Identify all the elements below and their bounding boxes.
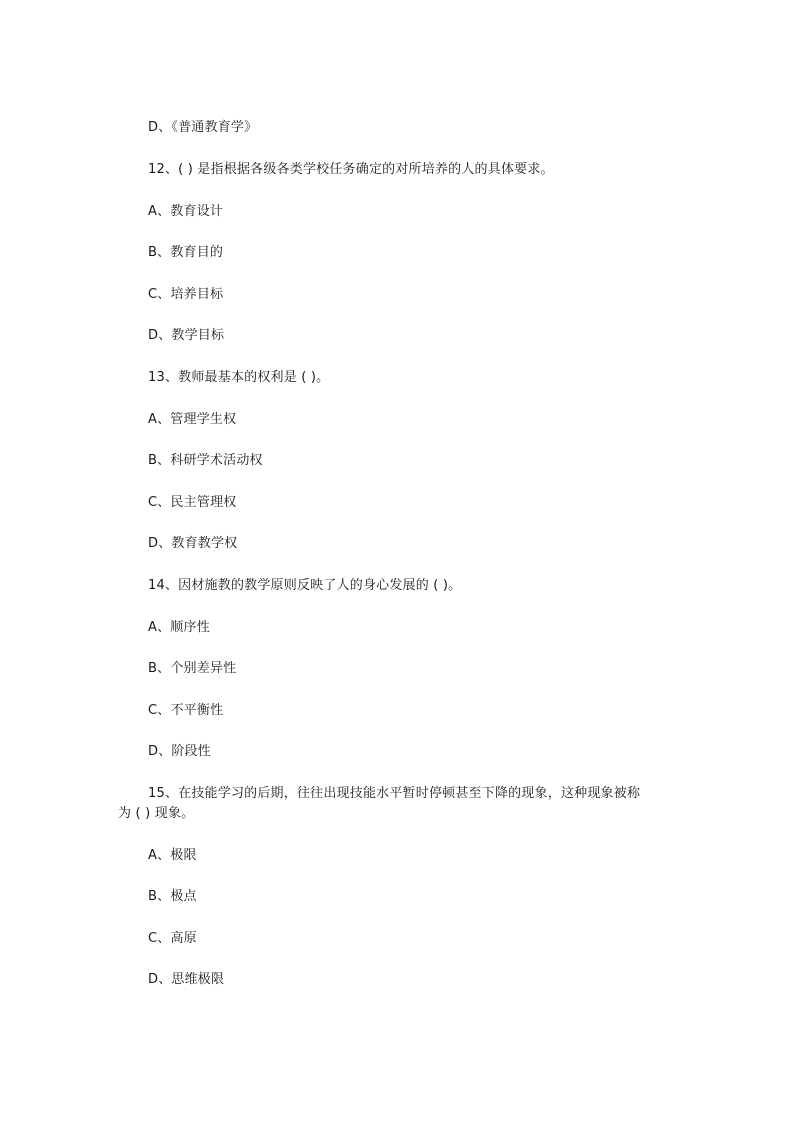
q14-option-c: C、不平衡性 [148,703,224,718]
q15-question-line2: 为 ( ) 现象。 [118,806,195,821]
q12-option-d: D、教学目标 [148,328,225,343]
q13-option-d: D、教育教学权 [148,536,238,551]
q13-option-b: B、科研学术活动权 [148,453,263,468]
q13-question: 13、教师最基本的权利是 ( )。 [148,370,330,385]
q15-option-a: A、极限 [148,848,197,863]
q12-option-b: B、教育目的 [148,245,224,260]
q11-option-d: D、《普通教育学》 [148,120,258,135]
q15-question-line1: 15、在技能学习的后期，往往出现技能水平暂时停顿甚至下降的现象，这种现象被称 [148,786,641,801]
q13-option-c: C、民主管理权 [148,495,237,510]
q14-option-d: D、阶段性 [148,744,212,759]
q15-option-c: C、高原 [148,931,197,946]
q13-option-a: A、管理学生权 [148,412,237,427]
q14-option-b: B、个别差异性 [148,661,237,676]
q12-option-a: A、教育设计 [148,204,224,219]
q15-option-b: B、极点 [148,889,197,904]
q14-option-a: A、顺序性 [148,620,210,635]
q15-option-d: D、思维极限 [148,972,225,987]
q14-question: 14、因材施教的教学原则反映了人的身心发展的 ( )。 [148,578,462,593]
q12-option-c: C、培养目标 [148,287,224,302]
q12-question: 12、( ) 是指根据各级各类学校任务确定的对所培养的人的具体要求。 [148,162,554,177]
